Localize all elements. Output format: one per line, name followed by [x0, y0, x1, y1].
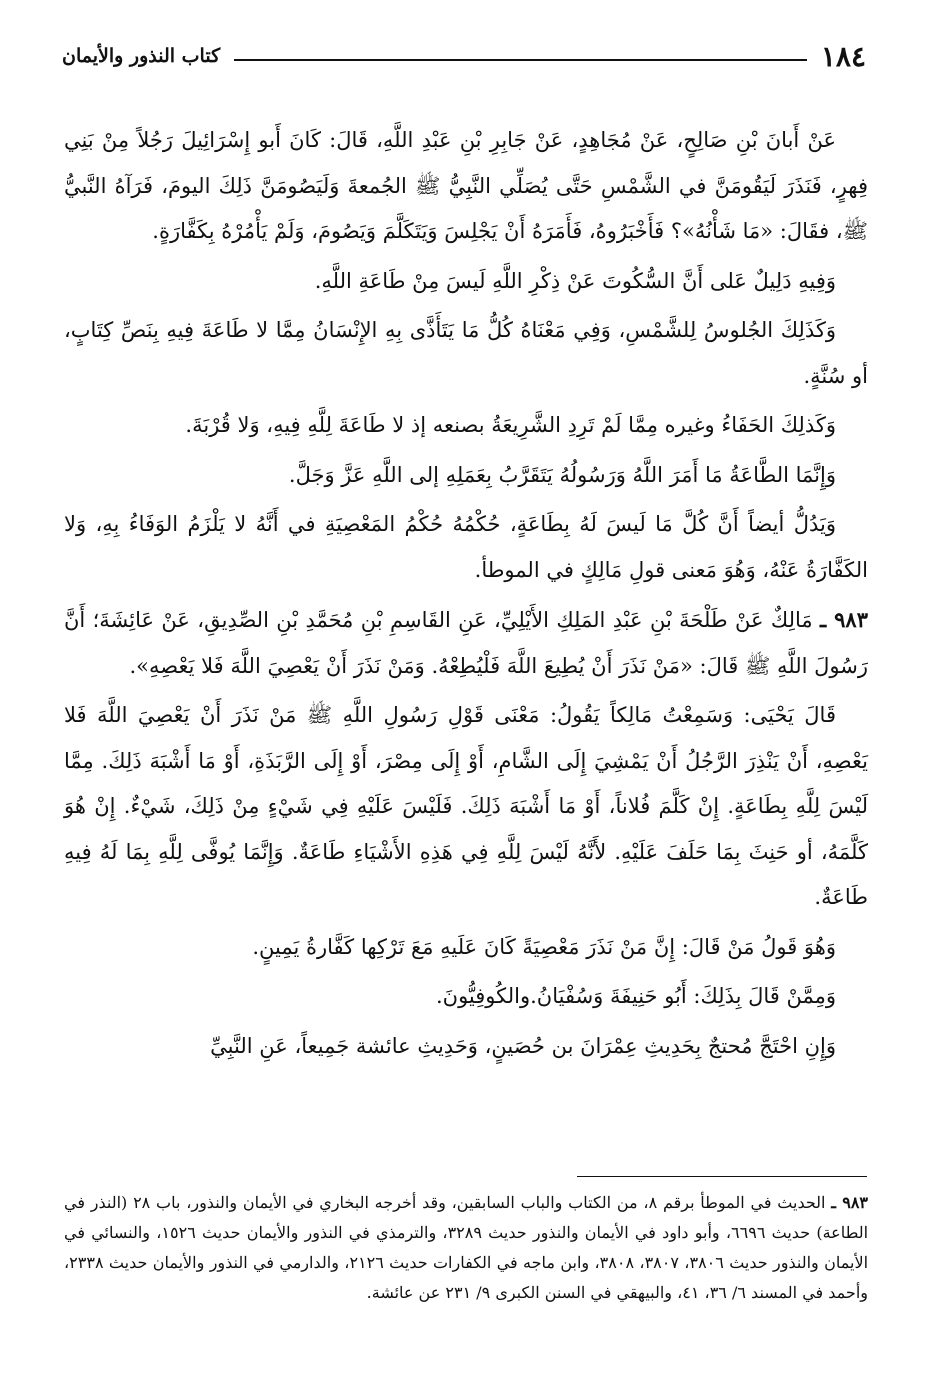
paragraph: وَإِنَّمَا الطَّاعَةُ مَا أَمَرَ اللَّهُ وَرَسُولُهُ يَتَقَرَّبُ بِعَمَلِهِ إلى اللَّهِ عَزَّ وَجَلَّ.	[288, 462, 836, 487]
paragraph: وَفِيهِ دَلِيلٌ عَلى أَنَّ السُّكُوتَ عَنْ ذِكْرِ اللَّهِ لَيسَ مِنْ طَاعَةِ اللَّهِ.	[314, 268, 836, 293]
paragraph: وَيَدُلُّ أيضاً أَنَّ كُلَّ مَا لَيسَ لَهُ بِطَاعَةٍ، حُكْمُهُ حُكْمُ المَعْصِيَةِ في أَنَّهُ لا يَلْزَمُ الوَفَاءُ بِهِ، وَلا الكَفَّارَةُ عَنْهُ، وَهُوَ مَعنى قولِ مَالِكٍ في الموطأ.	[64, 512, 868, 582]
footnote-paragraph	[64, 1188, 868, 1308]
header-rule	[234, 59, 807, 61]
paragraph: عَنْ أَبانَ بْنِ صَالِحٍ، عَنْ مُجَاهِدٍ، عَنْ جَابِرِ بْنِ عَبْدِ اللَّهِ، قَالَ: كَانَ أَبو إِسْرَائِيلَ رَجُلاً مِنْ بَنِي فِهرٍ، فَنَذَرَ لَيَقُومَنَّ في الشَّمْسِ حَتَّى يُصَلِّي النَّبِيُّ ﷺ الجُمعةَ وَلَيَصُومَنَّ ذَلِكَ اليومَ، فَرَآهُ النَّبيُّ ﷺ، فقَالَ: «مَا شَأْنُهُ»؟ فَأَخْبَرُوهُ، فَأَمَرَهُ أَنْ يَجْلِسَ وَيَتَكَلَّمَ وَيَصُومَ، وَلَمْ يَأْمُرْهُ بِكَفَّارَةٍ.	[64, 128, 868, 243]
page-header	[62, 36, 866, 76]
paragraph: وَكَذلِكَ الحَفَاءُ وغيره مِمَّا لَمْ تَرِدِ الشَّرِيعَةُ بصنعه إذ لا طَاعَةَ لِلَّهِ فِيهِ، وَلا قُرْبَةَ.	[185, 413, 836, 437]
footnote-text: الحديث في الموطأ برقم ٨، من الكتاب والباب السابقين، وقد أخرجه البخاري في الأيمان والنذور، باب ٢٨ (النذر في الطاعة) حديث ٦٦٩٦، وأبو داود في الأيمان والنذور حديث ٣٢٨٩، والترمذي في النذور والأيمان حديث ١٥٢٦، والنسائي في الأيمان والنذور حديث ٣٨٠٦، ٣٨٠٧، ٣٨٠٨، وابن ماجه في الكفارات حديث ٢١٢٦، والدارمي في النذور والأيمان حديث ٢٣٣٨، وأحمد في المسند ٦/ ٣٦، ٤١، والبيهقي في السنن الكبرى ٩/ ٢٣١ عن عائشة.	[64, 1193, 869, 1302]
main-text	[64, 118, 868, 1073]
hadith-paragraph	[64, 597, 868, 689]
paragraph: وَمِمَّنْ قَالَ بِذَلِكَ: أَبُو حَنِيفَةَ وَسُفْيَانُ.والكُوفِيُّونَ.	[435, 984, 836, 1008]
paragraph: وَكَذَلِكَ الجُلوسُ لِلشَّمْسِ، وَفِي مَعْنَاهُ كُلُّ مَا يَتَأَذَّى بِهِ الإِنْسَانُ مِمَّا لا طَاعَةَ فِيهِ بِنَصِّ كِتَابٍ، أو سُنَّةٍ.	[64, 318, 868, 388]
footnote-rule	[577, 1176, 867, 1177]
paragraph: وَإِنِ احْتَجَّ مُحتجٌ بِحَدِيثِ عِمْرَانَ بن حُصَينٍ، وَحَدِيثِ عائشة جَمِيعاً، عَنِ النَّبِيِّ	[210, 1033, 836, 1058]
paragraph: وَهُوَ قَولُ مَنْ قَالَ: إِنَّ مَنْ نَذَرَ مَعْصِيَةً كَانَ عَلَيهِ مَعَ تَرْكِها كَفَّارةُ يَمِينٍ.	[252, 934, 836, 959]
footnote	[64, 1188, 868, 1308]
book-title: كتاب النذور والأيمان	[62, 45, 221, 67]
footnote-number: ٩٨٣ ـ	[831, 1193, 869, 1212]
hadith-number: ٩٨٣ ـ	[820, 607, 868, 632]
page-number: ١٨٤	[820, 39, 866, 73]
paragraph: قَالَ يَحْيَى: وَسَمِعْتُ مَالِكاً يَقُولُ: مَعْنَى قَوْلِ رَسُولِ اللَّهِ ﷺ مَنْ نَذَرَ أَنْ يَعْصِيَ اللَّهَ فَلا يَعْصِهِ، أَنْ يَنْذِرَ الرَّجُلُ أَنْ يَمْشِيَ إِلَى الشَّامِ، أَوْ إِلَى مِصْرَ، أَوْ إِلَى الرَّبَذَةِ، أَوْ مَا أَشْبَهَ ذَلِكَ. مِمَّا لَيْسَ لِلَّهِ بِطَاعَةٍ. إِنْ كَلَّمَ فُلاناً، أَوْ مَا أَشْبَهَ ذَلِكَ. فَلَيْسَ عَلَيْهِ فِي شَيْءٍ مِنْ ذَلِكَ، شَيْءٌ. إِنْ هُوَ كَلَّمَهُ، أو حَنِثَ بِمَا حَلَفَ عَلَيْهِ. لأَنَّهُ لَيْسَ لِلَّهِ فِي هَذِهِ الأَشْيَاءِ طَاعَةٌ. وَإِنَّمَا يُوفَّى لِلَّهِ بِمَا لَهُ فِيهِ طَاعَةٌ.	[64, 703, 868, 909]
hadith-text: مَالِكٌ عَنْ طَلْحَةَ بْنِ عَبْدِ المَلِكِ الأَيْلِيِّ، عَنِ القَاسِمِ بْنِ مُحَمَّدِ بْنِ الصِّدِيقِ، عَنْ عَائِشَةَ؛ أَنَّ رَسُولَ اللَّهِ ﷺ قَالَ: «مَنْ نَذَرَ أَنْ يُطِيعَ اللَّهَ فَلْيُطِعْهُ. وَمَنْ نَذَرَ أَنْ يَعْصِيَ اللَّهَ فَلا يَعْصِهِ».	[64, 608, 868, 678]
